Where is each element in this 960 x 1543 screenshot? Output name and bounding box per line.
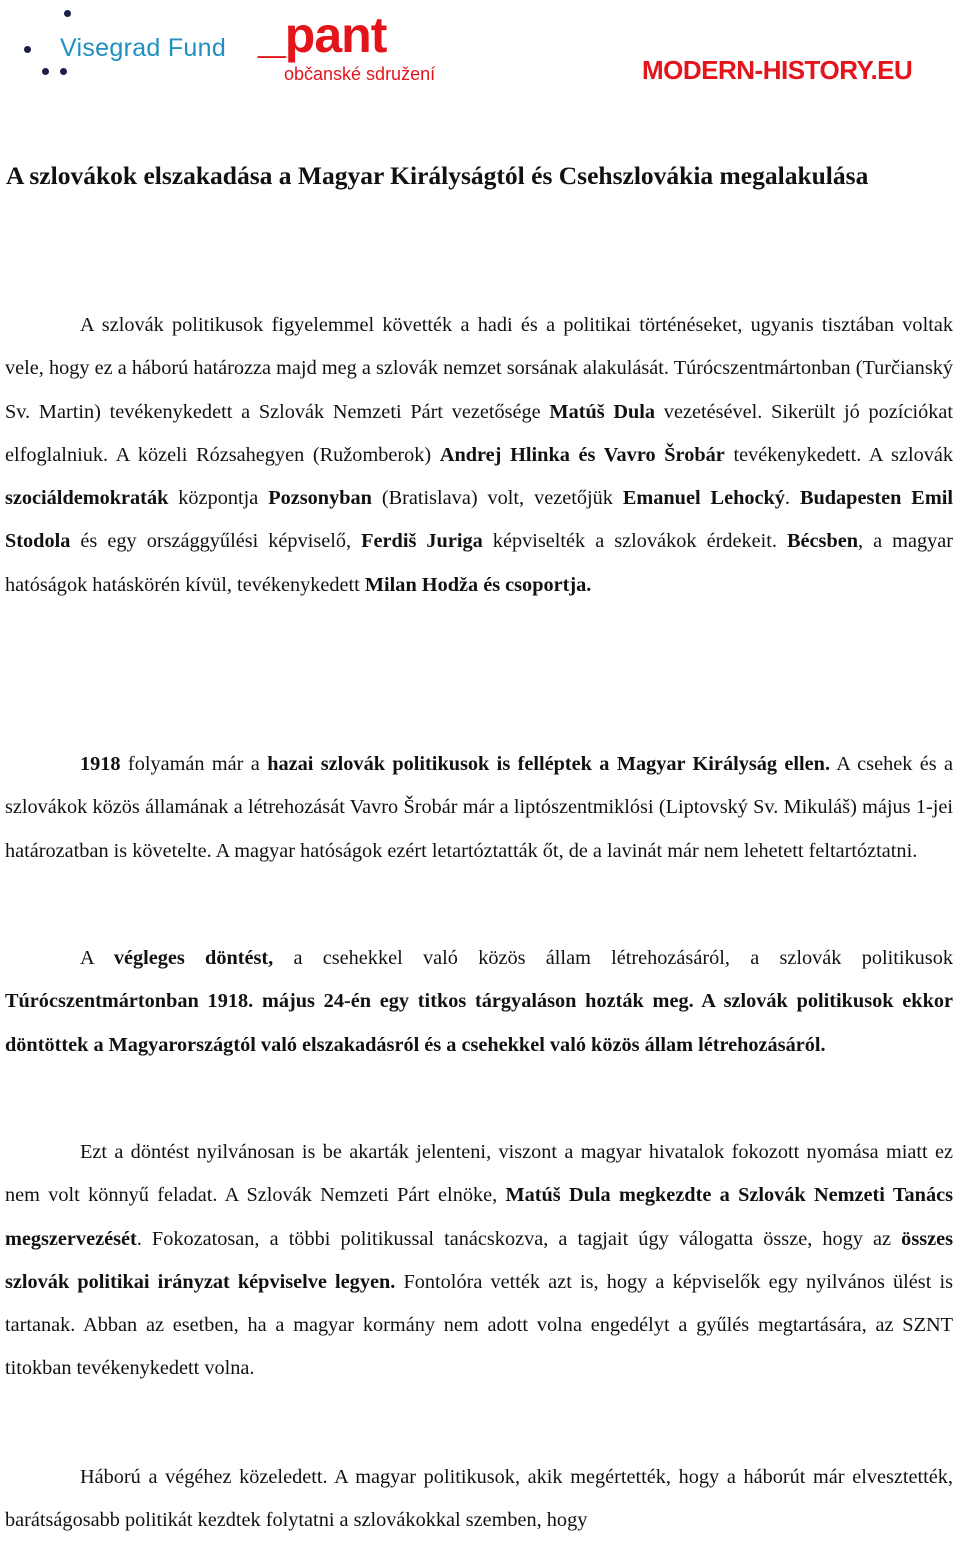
text-run: képviselték a szlovákok érdekeit. — [482, 530, 788, 553]
text-run: Ezt a döntést nyilvánosan is be akarták jelenteni, viszont a magyar hivatalok fokozott nyomása miatt ez nem volt könnyű feladat. A Szlovák Nemzeti Párt elnöke, — [5, 1141, 953, 1207]
text-run: vezetésével. Sikerült jó pozíciókat elfoglalniuk. A közeli Rózsahegyen (Ružomberok) — [5, 400, 954, 466]
bold-text-run: Budapesten Emil Stodola — [5, 487, 954, 553]
bold-text-run: Ferdiš Juriga — [361, 530, 483, 553]
bold-text-run: összes szlovák politikai irányzat képviselve legyen. — [5, 1227, 953, 1293]
visegrad-fund-logo — [10, 6, 240, 86]
text-run: (Bratislava) volt, vezetőjük — [371, 487, 623, 510]
page-header — [0, 0, 960, 100]
paragraph — [5, 304, 953, 607]
bold-text-run: Túrócszentmártonban 1918. május 24-én egy titkos tárgyaláson hozták meg. A szlovák politikusok ekkor döntöttek a Magyarországtól való elszakadásról és a csehekkel való közös állam létrehozásáról. — [5, 990, 953, 1056]
text-run: . Fokozatosan, a többi politikussal tanácskozva, a tagjait úgy válogatta össze, hogy az — [136, 1227, 902, 1250]
visegrad-fund-label: Visegrad Fund — [60, 34, 227, 62]
text-run: A csehek és a szlovákok közös államának a létrehozását Vavro Šrobár már a liptószentmiklósi (Liptovský Sv. Mikuláš) május 1-jei határozatban is követelte. A magyar hatóságok ezért letartóztatták őt, de a lavinát már nem lehetett feltartóztatni. — [5, 753, 954, 862]
logo-dot-icon — [64, 10, 71, 17]
bold-text-run: szociáldemokraták — [5, 487, 169, 510]
text-run: folyamán már a — [120, 753, 268, 775]
text-run: a csehekkel való közös állam létrehozásáról, a szlovák politikusok — [273, 947, 953, 969]
modern-history-logo: MODERN-HISTORY.EU — [642, 55, 913, 85]
paragraph — [5, 743, 953, 873]
bold-text-run: Milan Hodža és csoportja. — [364, 573, 592, 596]
bold-text-run: Matúš Dula megkezdte a Szlovák Nemzeti Tanács megszervezését — [5, 1184, 953, 1250]
page-title: A szlovákok elszakadása a Magyar Királyságtól és Csehszlovákia megalakulása — [6, 161, 869, 190]
bold-text-run: Bécsben — [787, 530, 858, 553]
paragraph — [5, 937, 953, 1067]
text-run: tevékenykedett. A szlovák — [724, 443, 953, 466]
pant-logo-subtitle: občanské sdružení — [284, 64, 436, 84]
text-run: . — [784, 487, 800, 510]
text-run: és egy országgyűlési képviselő, — [70, 530, 362, 553]
pant-logo — [258, 7, 468, 90]
bold-text-run: Matúš Dula — [549, 400, 656, 423]
text-run: , a magyar hatóságok hatáskörén kívül, tevékenykedett — [5, 530, 953, 596]
bold-text-run: végleges döntést, — [113, 947, 274, 969]
text-run: A — [80, 947, 114, 969]
text-run: A szlovák politikusok figyelemmel követték a hadi és a politikai történéseket, ugyanis tisztában voltak vele, hogy ez a háború határozza majd meg a szlovák nemzet sorsának alakulását. Túrócszentmártonban (Turčianský Sv. Martin) tevékenykedett a Szlovák Nemzeti Párt vezetősége — [5, 314, 953, 423]
bold-text-run: Pozsonyban — [268, 487, 372, 510]
text-run: központja — [168, 487, 269, 510]
bold-text-run: hazai szlovák politikusok is felléptek a Magyar Királyság ellen. — [267, 753, 831, 775]
bold-text-run: Andrej Hlinka és Vavro Šrobár — [439, 443, 725, 466]
bold-text-run: Emanuel Lehocký — [622, 487, 785, 510]
logo-dot-icon — [60, 68, 67, 75]
text-run: Háború a végéhez közeledett. A magyar politikusok, akik megértették, hogy a háborút már elvesztették, barátságosabb politikát kezdtek folytatni a szlovákokkal szemben, hogy — [5, 1466, 953, 1532]
logo-dot-icon — [42, 68, 49, 75]
pant-logo-word: _pant — [258, 7, 387, 63]
text-run: Fontolóra vették azt is, hogy a képviselők egy nyilvános ülést is tartanak. Abban az esetben, ha a magyar kormány nem adott volna engedélyt a gyűlés megtartására, az SZNT titokban tevékenykedett volna. — [5, 1270, 953, 1380]
paragraph — [5, 1131, 953, 1391]
paragraph — [5, 1456, 953, 1543]
bold-text-run: 1918 — [80, 753, 121, 775]
logo-dot-icon — [24, 46, 31, 53]
